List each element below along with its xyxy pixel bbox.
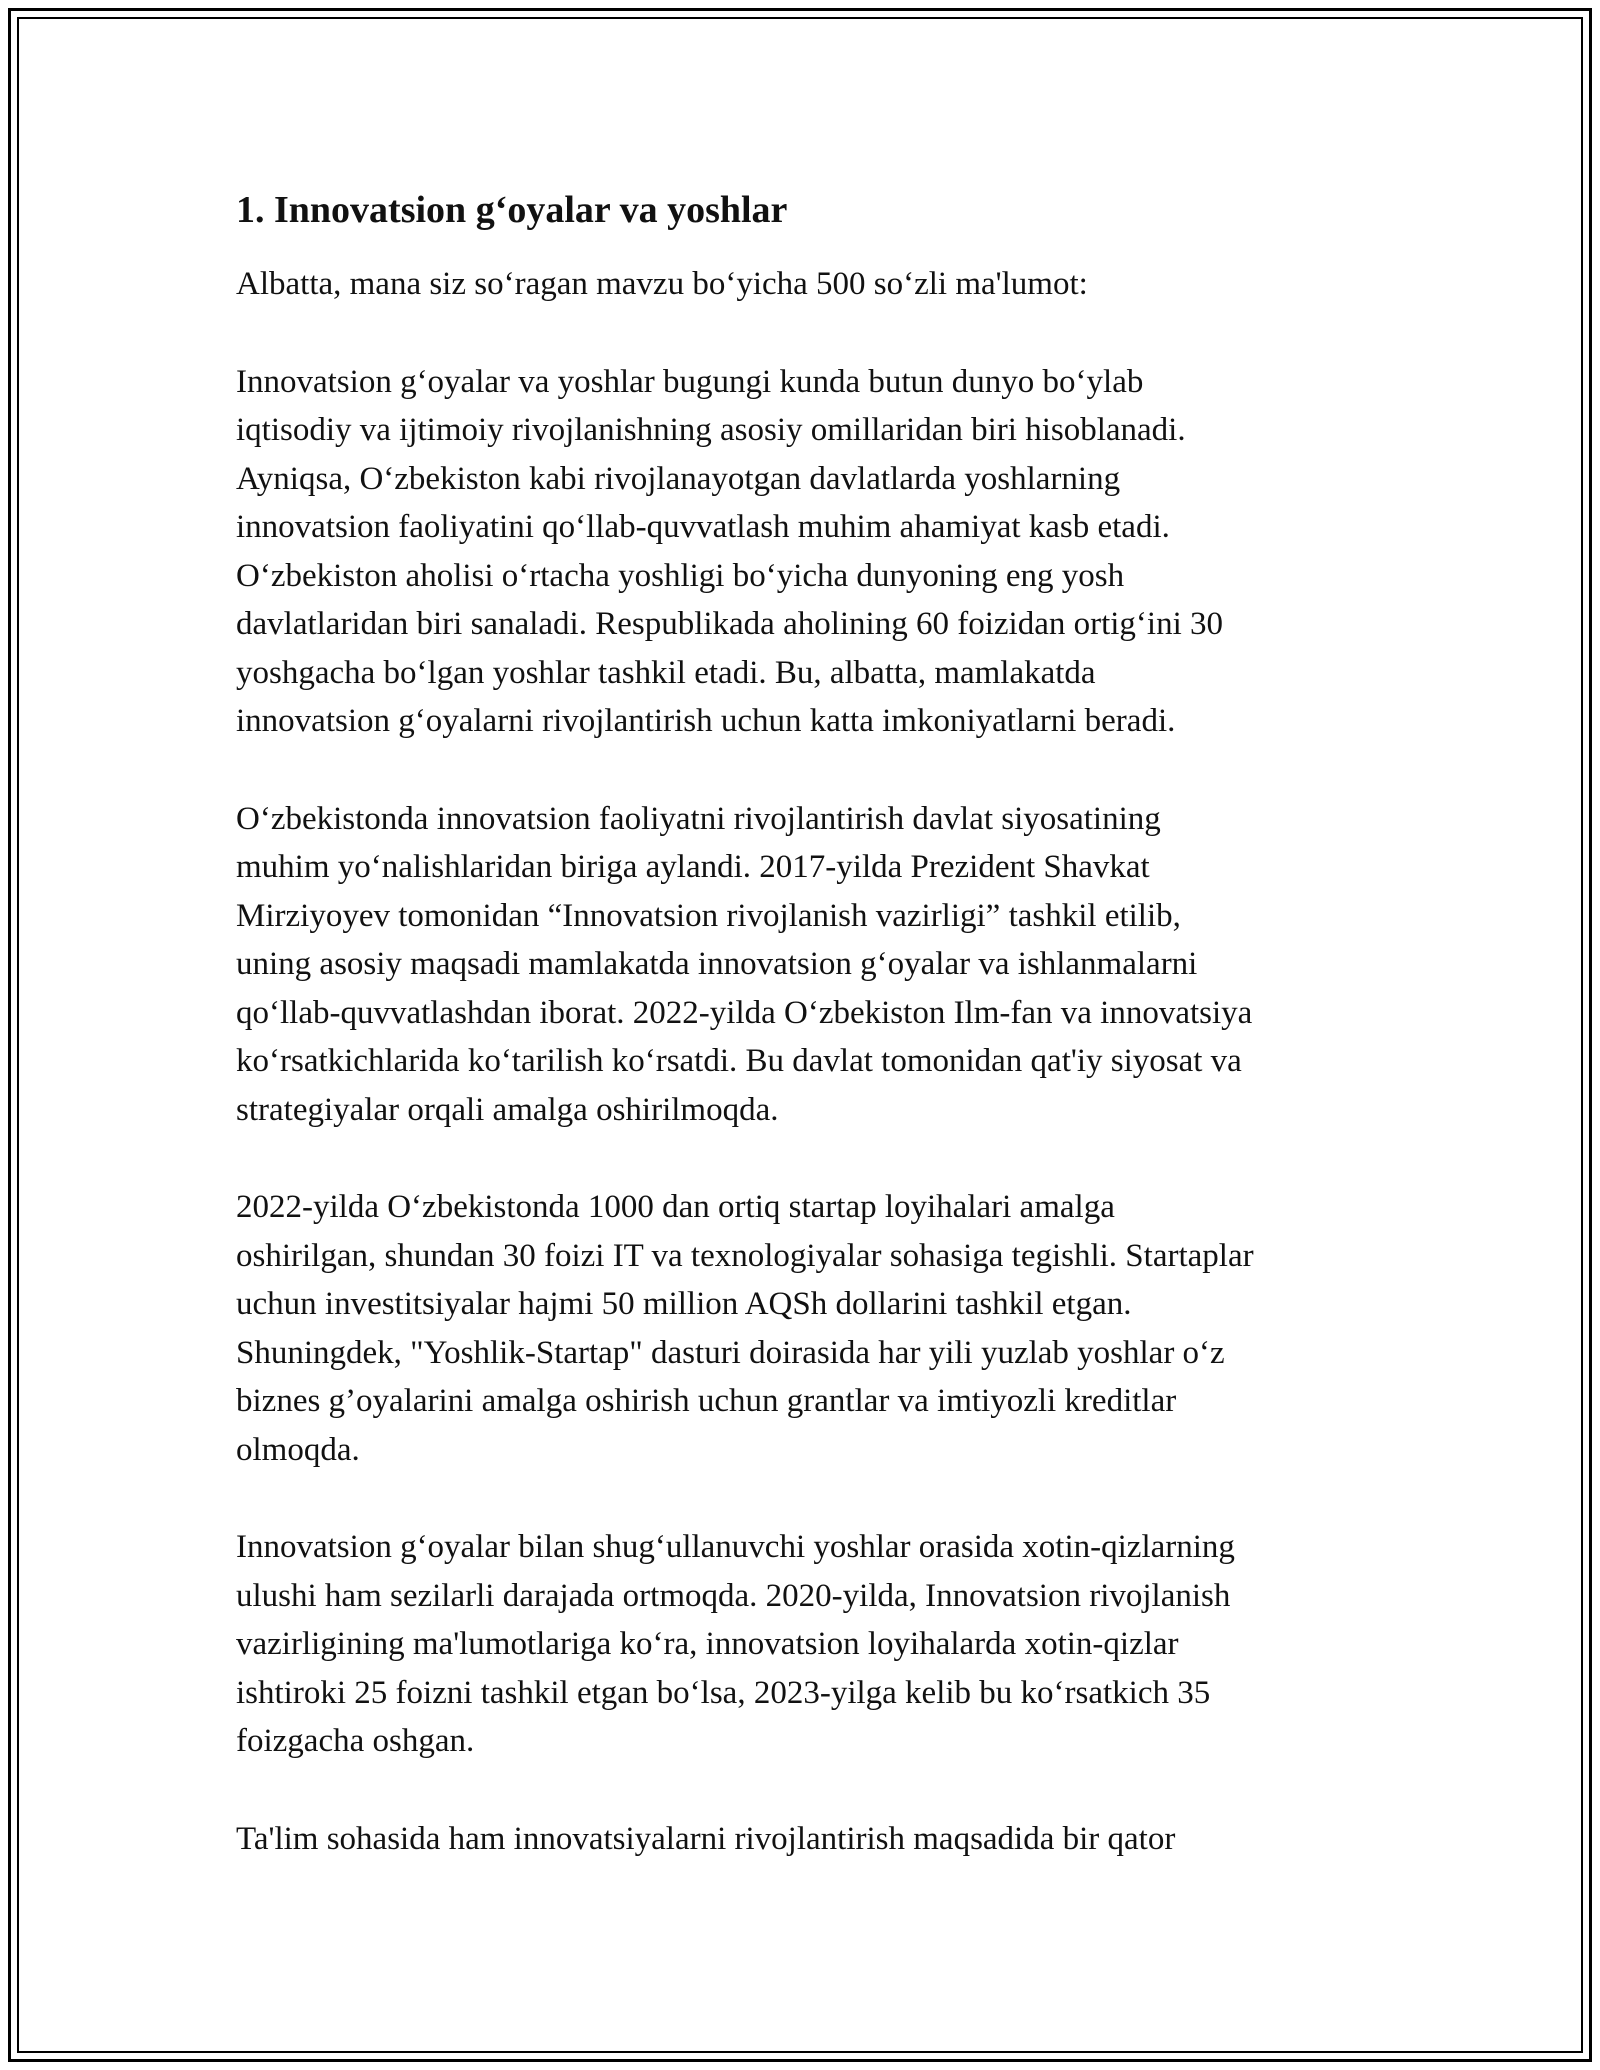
paragraph bbox=[236, 260, 1376, 309]
paragraph-line: strategiyalar orqali amalga oshirilmoqda. bbox=[236, 1091, 779, 1128]
paragraph-line: iqtisodiy va ijtimoiy rivojlanishning asosiy omillaridan biri hisoblanadi. bbox=[236, 412, 1186, 448]
paragraph-line: qo‘llab-quvvatlashdan iborat. 2022-yilda O‘zbekiston Ilm-fan va innovatsiya bbox=[236, 994, 1253, 1031]
paragraph-line: innovatsion g‘oyalarni rivojlantirish uchun katta imkoniyatlarni beradi. bbox=[236, 703, 1176, 739]
paragraph-line: uning asosiy maqsadi mamlakatda innovatsion g‘oyalar va ishlanmalarni bbox=[236, 946, 1198, 982]
paragraph-line: vazirligining ma'lumotlariga ko‘ra, innovatsion loyihalarda xotin-qizlar bbox=[236, 1626, 1179, 1662]
paragraph-line: muhim yo‘nalishlaridan biriga aylandi. 2017-yilda Prezident Shavkat bbox=[236, 849, 1150, 885]
document-body bbox=[236, 186, 1376, 1912]
paragraph-list bbox=[236, 260, 1376, 1863]
paragraph-line: davlatlaridan biri sanaladi. Respublikada aholining 60 foizidan ortig‘ini 30 bbox=[236, 606, 1224, 642]
paragraph-line: Ta'lim sohasida ham innovatsiyalarni rivojlantirish maqsadida bir qator bbox=[236, 1820, 1176, 1857]
paragraph-line: ulushi ham sezilarli darajada ortmoqda. 2020-yilda, Innovatsion rivojlanish bbox=[236, 1577, 1231, 1614]
paragraph bbox=[236, 1183, 1376, 1474]
paragraph-line: yoshgacha bo‘lgan yoshlar tashkil etadi. Bu, albatta, mamlakatda bbox=[236, 654, 1096, 691]
paragraph-line: 2022-yilda O‘zbekistonda 1000 dan ortiq startap loyihalari amalga bbox=[236, 1189, 1115, 1225]
paragraph-line: Innovatsion g‘oyalar bilan shug‘ullanuvchi yoshlar orasida xotin-qizlarning bbox=[236, 1529, 1235, 1565]
paragraph-line: foizgacha oshgan. bbox=[236, 1723, 475, 1759]
paragraph-line: O‘zbekiston aholisi o‘rtacha yoshligi bo‘yicha dunyoning eng yosh bbox=[236, 557, 1125, 594]
section-heading: 1. Innovatsion g‘oyalar va yoshlar bbox=[236, 189, 788, 231]
paragraph bbox=[236, 795, 1376, 1135]
paragraph-line: Albatta, mana siz so‘ragan mavzu bo‘yicha 500 so‘zli ma'lumot: bbox=[236, 266, 1088, 302]
paragraph-line: O‘zbekistonda innovatsion faoliyatni rivojlantirish davlat siyosatining bbox=[236, 800, 1161, 837]
paragraph-line: innovatsion faoliyatini qo‘llab-quvvatlash muhim ahamiyat kasb etadi. bbox=[236, 509, 1170, 545]
paragraph bbox=[236, 1815, 1376, 1864]
paragraph-line: Shuningdek, "Yoshlik-Startap" dasturi doirasida har yili yuzlab yoshlar o‘z bbox=[236, 1334, 1225, 1371]
paragraph bbox=[236, 1523, 1376, 1766]
paragraph-line: ishtiroki 25 foizni tashkil etgan bo‘lsa, 2023-yilga kelib bu ko‘rsatkich 35 bbox=[236, 1674, 1211, 1711]
paragraph-line: ko‘rsatkichlarida ko‘tarilish ko‘rsatdi. Bu davlat tomonidan qat'iy siyosat va bbox=[236, 1043, 1242, 1079]
paragraph-line: uchun investitsiyalar hajmi 50 million AQSh dollarini tashkil etgan. bbox=[236, 1286, 1132, 1322]
paragraph-line: Ayniqsa, O‘zbekiston kabi rivojlanayotgan davlatlarda yoshlarning bbox=[236, 460, 1121, 497]
paragraph-line: biznes g’oyalarini amalga oshirish uchun grantlar va imtiyozli kreditlar bbox=[236, 1383, 1177, 1419]
paragraph bbox=[236, 358, 1376, 746]
paragraph-line: olmoqda. bbox=[236, 1431, 360, 1468]
paragraph-line: Mirziyoyev tomonidan “Innovatsion rivojlanish vazirligi” tashkil etilib, bbox=[236, 897, 1181, 934]
paragraph-line: Innovatsion g‘oyalar va yoshlar bugungi kunda butun dunyo bo‘ylab bbox=[236, 363, 1144, 400]
paragraph-line: oshirilgan, shundan 30 foizi IT va texnologiyalar sohasiga tegishli. Startaplar bbox=[236, 1237, 1254, 1274]
